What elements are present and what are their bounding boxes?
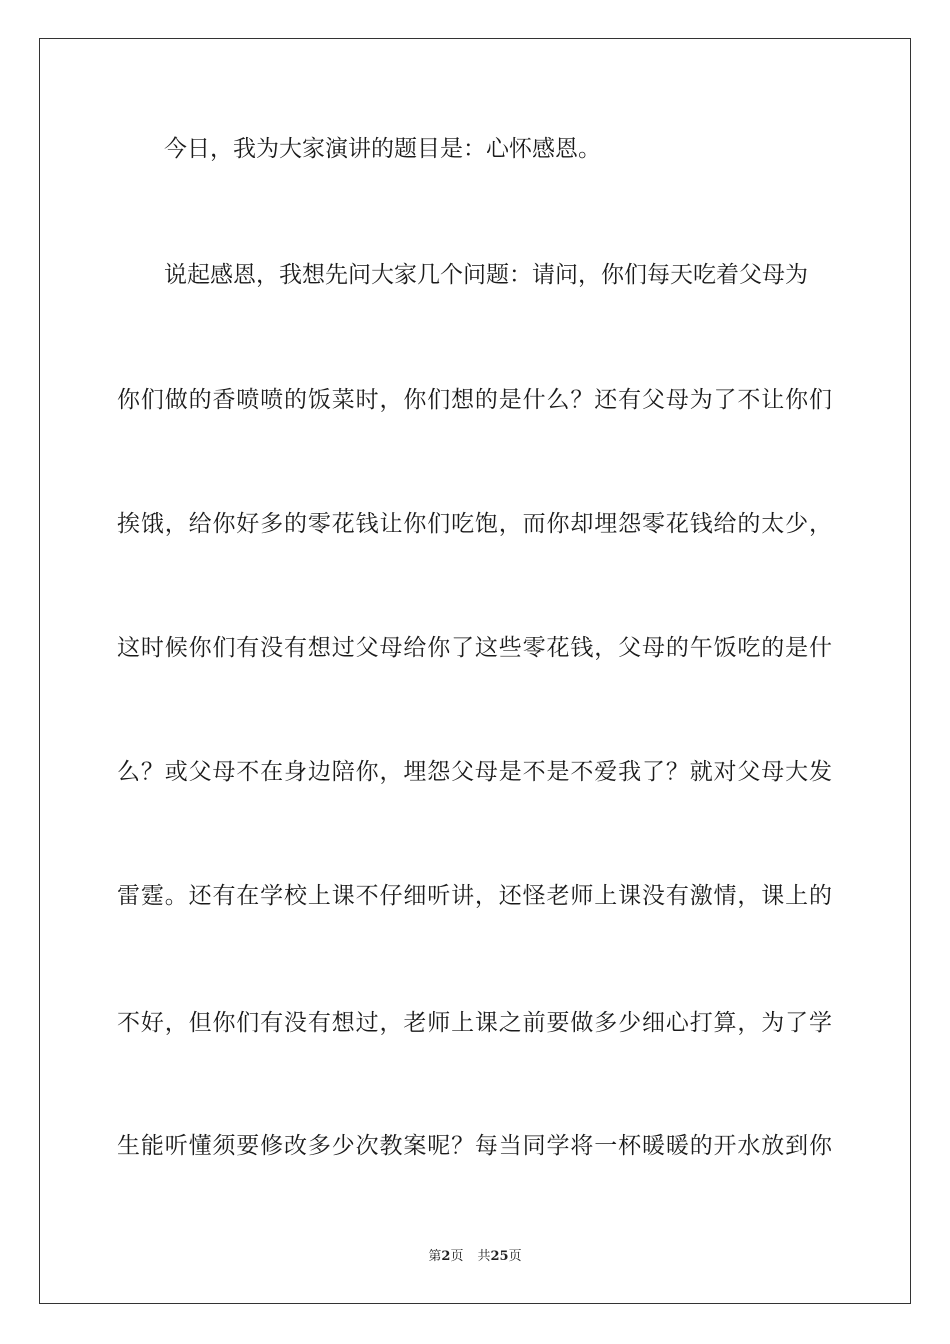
paragraph-2-line-3: 挨饿，给你好多的零花钱让你们吃饱，而你却埋怨零花钱给的太少，: [117, 511, 832, 537]
page-current-number: 2: [441, 1249, 451, 1264]
paragraph-2-line-2: 你们做的香喷喷的饭菜时，你们想的是什么？还有父母为了不让你们: [117, 387, 832, 413]
page-total-number: 25: [490, 1249, 509, 1264]
page-border: [39, 38, 911, 1304]
page-footer: [0, 1248, 950, 1266]
page-prefix: 第: [428, 1249, 442, 1264]
paragraph-1-line-1: 今日，我为大家演讲的题目是：心怀感恩。: [164, 136, 601, 162]
total-suffix: 页: [508, 1249, 522, 1264]
paragraph-2-line-7: 不好，但你们有没有想过，老师上课之前要做多少细心打算，为了学: [117, 1010, 832, 1036]
total-prefix: 共: [477, 1249, 491, 1264]
page-suffix: 页: [450, 1249, 464, 1264]
paragraph-2-line-1: 说起感恩，我想先问大家几个问题：请问，你们每天吃着父母为: [164, 262, 808, 288]
paragraph-2-line-5: 么？或父母不在身边陪你，埋怨父母是不是不爱我了？就对父母大发: [117, 759, 832, 785]
paragraph-2-line-8: 生能听懂须要修改多少次教案呢？每当同学将一杯暖暖的开水放到你: [117, 1133, 832, 1159]
paragraph-2-line-6: 雷霆。还有在学校上课不仔细听讲，还怪老师上课没有激情，课上的: [117, 883, 832, 909]
paragraph-2-line-4: 这时候你们有没有想过父母给你了这些零花钱，父母的午饭吃的是什: [117, 635, 832, 661]
